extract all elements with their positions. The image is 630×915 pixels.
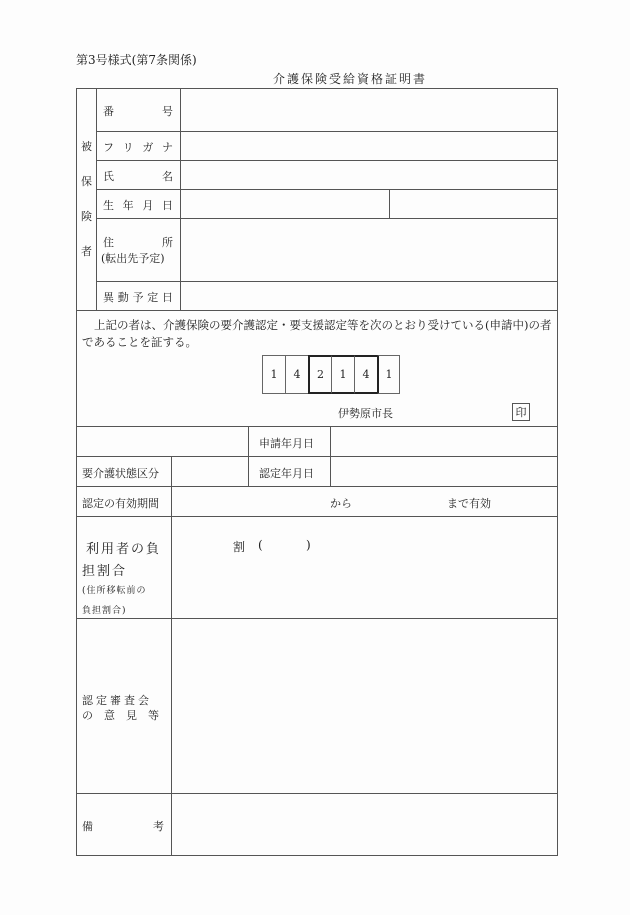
divider: [248, 426, 249, 486]
char: 備: [82, 820, 93, 833]
table-border-bottom: [76, 855, 558, 856]
opinion-field[interactable]: [172, 619, 557, 793]
address-field[interactable]: [181, 219, 557, 281]
label-address-sub: (転出先予定): [101, 252, 165, 265]
issuer-name: 伊勢原市長: [338, 407, 393, 420]
validity-to-text: まで有効: [447, 497, 491, 510]
label-opinion-2: の 意 見 等: [82, 709, 159, 722]
care-level-field[interactable]: [172, 457, 248, 486]
label-burden-sub-1: (住所移転前の: [82, 586, 147, 596]
divider: [76, 516, 558, 517]
char: 氏: [103, 170, 114, 183]
insurer-digit: 1: [331, 355, 354, 394]
label-number: [103, 103, 173, 119]
char: 者: [81, 244, 92, 258]
name-field[interactable]: [181, 161, 557, 189]
seal-mark: 印: [512, 403, 530, 421]
table-border-right: [557, 88, 558, 856]
divider: [76, 310, 558, 311]
label-opinion-1: 認定審査会: [82, 694, 152, 707]
furigana-field[interactable]: [181, 132, 557, 160]
number-field[interactable]: [181, 89, 557, 131]
insurer-digit: 4: [285, 355, 308, 394]
label-burden-ratio-1: 利用者の負: [86, 542, 162, 557]
label-birthdate: [103, 197, 173, 213]
char: 住: [103, 236, 114, 249]
insurer-digit: 4: [354, 355, 377, 394]
char: 保: [81, 174, 92, 188]
certification-date-field[interactable]: [331, 457, 557, 486]
form-id: 第3号様式(第7条関係): [76, 53, 197, 67]
label-address: [103, 234, 173, 250]
birthdate-extra-field[interactable]: [390, 190, 557, 218]
label-furigana: [103, 139, 173, 155]
label-move-date: [103, 289, 173, 305]
birthdate-field[interactable]: [181, 190, 389, 218]
char: 険: [81, 209, 92, 223]
char: 年: [122, 199, 134, 212]
burden-unit: 割: [233, 540, 246, 554]
char: 定: [147, 291, 159, 304]
char: 予: [132, 291, 144, 304]
char: 異: [103, 291, 114, 304]
insurer-digit: 1: [262, 355, 285, 394]
label-remarks: [82, 818, 164, 834]
char: 被: [81, 139, 92, 153]
label-validity-period: 認定の有効期間: [82, 497, 159, 510]
char: 考: [153, 820, 164, 833]
label-burden-sub-2: 負担割合): [82, 606, 127, 616]
char: 動: [117, 291, 129, 304]
char: ナ: [161, 141, 173, 154]
insurer-digit: 1: [377, 355, 400, 394]
label-burden-ratio-2: 担割合: [82, 564, 128, 579]
certification-text-body: 上記の者は、介護保険の要介護認定・要支援認定等を次のとおり受けている(申請中)の者であることを証する。: [82, 318, 552, 349]
insured-group-label: [77, 128, 96, 268]
char: フ: [103, 141, 114, 154]
certification-text: [82, 317, 554, 351]
remarks-field[interactable]: [172, 794, 557, 855]
char: 名: [162, 170, 173, 183]
char: 日: [162, 291, 173, 304]
label-care-level: 要介護状態区分: [82, 467, 159, 480]
char: リ: [122, 141, 134, 154]
insurer-number: [262, 355, 400, 395]
char: 生: [103, 199, 114, 212]
divider: [96, 88, 97, 310]
label-name: [103, 168, 173, 184]
move-date-field[interactable]: [181, 282, 557, 310]
application-date-field[interactable]: [331, 427, 557, 456]
insurer-digit: 2: [308, 355, 331, 394]
char: 番: [103, 105, 114, 118]
divider: [76, 486, 558, 487]
char: 日: [161, 199, 173, 212]
burden-paren-close: ): [306, 538, 311, 552]
document-title: 介護保険受給資格証明書: [272, 72, 427, 86]
char: 所: [162, 236, 173, 249]
char: ガ: [142, 141, 154, 154]
validity-from-text: から: [330, 497, 352, 510]
char: 号: [162, 105, 173, 118]
label-certification-date: 認定年月日: [259, 467, 314, 480]
label-application-date: 申請年月日: [259, 437, 314, 450]
burden-paren-open: (: [258, 538, 263, 552]
char: 月: [142, 199, 154, 212]
